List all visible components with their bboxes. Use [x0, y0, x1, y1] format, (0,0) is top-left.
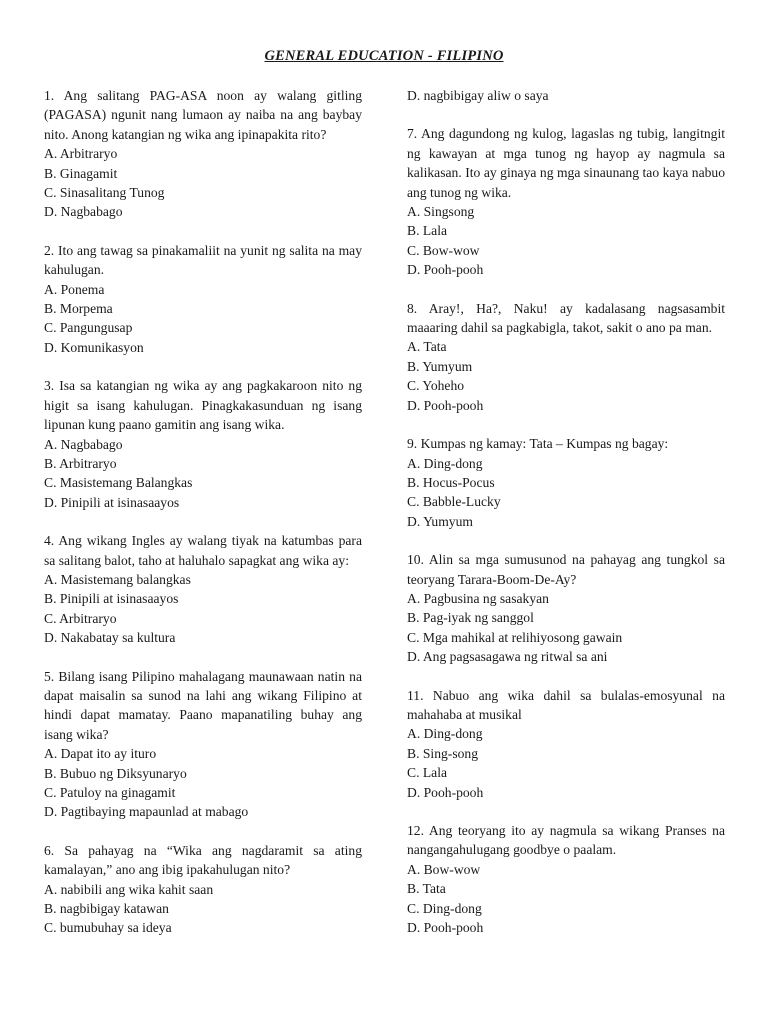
option-d: D. Nagbabago	[44, 204, 123, 220]
option-c: C. Ding-dong	[407, 900, 482, 916]
option-b: B. Bubuo ng Diksyunaryo	[44, 765, 187, 781]
question-10	[407, 550, 725, 666]
option-a: A. Nagbabago	[44, 436, 123, 452]
question-stem: 3. Isa sa katangian ng wika ay ang pagkakaroon nito ng higit sa isang kahulugan. Pinagkakasunduan ng isang lipunan kung paano gamitin ang isang wika.	[44, 378, 362, 433]
option-c: C. Sinasalitang Tunog	[44, 185, 165, 201]
page-title: GENERAL EDUCATION - FILIPINO	[264, 48, 504, 64]
question-8	[407, 299, 725, 415]
option-c: C. bumubuhay sa ideya	[44, 920, 172, 936]
option-b: B. nagbibigay katawan	[44, 901, 169, 917]
question-6-option-d: D. nagbibigay aliw o saya	[407, 88, 549, 103]
option-b: B. Ginagamit	[44, 165, 118, 181]
option-b: B. Tata	[407, 881, 446, 897]
option-d: D. Pinipili at isinasaayos	[44, 494, 180, 510]
question-12	[407, 821, 725, 937]
option-a: A. Tata	[407, 339, 447, 355]
option-d: D. Pagtibaying mapaunlad at mabago	[44, 804, 249, 820]
option-c: C. Lala	[407, 765, 448, 781]
question-9	[407, 434, 725, 531]
option-c: C. Mga mahikal at relihiyosong gawain	[407, 629, 623, 645]
option-b: B. Morpema	[44, 301, 113, 317]
question-3	[44, 376, 362, 512]
option-b: B. Pag-iyak ng sanggol	[407, 610, 534, 626]
question-2	[44, 241, 362, 357]
question-6	[44, 841, 362, 938]
option-c: C. Babble-Lucky	[407, 494, 501, 510]
question-stem: 2. Ito ang tawag sa pinakamaliit na yunit ng salita na may kahulugan.	[44, 242, 362, 278]
question-7	[407, 124, 725, 279]
option-b: B. Hocus-Pocus	[407, 474, 495, 490]
option-a: A. Pagbusina ng sasakyan	[407, 590, 549, 606]
question-stem: 5. Bilang isang Pilipino mahalagang maunawaan natin na dapat maisalin sa sunod na lahi ang wikang Filipino at hindi dapat mamatay. Paano mapanatiling buhay ang isang wika?	[44, 668, 362, 742]
option-b: B. Sing-song	[407, 745, 479, 761]
option-a: A. Dapat ito ay ituro	[44, 746, 157, 762]
option-c: C. Yoheho	[407, 378, 465, 394]
option-b: B. Arbitraryo	[44, 455, 117, 471]
left-column	[44, 86, 362, 957]
question-stem: 4. Ang wikang Ingles ay walang tiyak na katumbas para sa salitang balot, taho at haluhalo sapagkat ang wika ay:	[44, 533, 362, 568]
option-a: A. Masistemang balangkas	[44, 571, 191, 587]
option-d: D. Pooh-pooh	[407, 397, 484, 413]
option-a: A. Bow-wow	[407, 861, 481, 877]
question-stem: 11. Nabuo ang wika dahil sa bulalas-emosyunal na mahahaba at musikal	[407, 687, 725, 722]
option-b: B. Pinipili at isinasaayos	[44, 591, 179, 607]
option-d: D. Nakabatay sa kultura	[44, 630, 176, 646]
option-a: A. Arbitraryo	[44, 146, 118, 162]
question-stem: 9. Kumpas ng kamay: Tata – Kumpas ng bagay:	[407, 436, 669, 452]
option-d: D. Pooh-pooh	[407, 262, 484, 278]
option-a: A. Ding-dong	[407, 726, 483, 742]
question-4	[44, 531, 362, 647]
question-stem: 6. Sa pahayag na “Wika ang nagdaramit sa ating kamalayan,” ano ang ibig ipakahulugan nito?	[44, 842, 362, 878]
option-b: B. Lala	[407, 223, 448, 239]
question-stem: 8. Aray!, Ha?, Naku! ay kadalasang nagsasambit maaaring dahil sa pagkabigla, takot, sakit o ano pa man.	[407, 300, 725, 336]
option-a: A. Singsong	[407, 204, 475, 220]
option-a: A. Ding-dong	[407, 455, 483, 471]
option-d: D. Komunikasyon	[44, 339, 144, 355]
option-d: D. Pooh-pooh	[407, 920, 484, 936]
option-c: C. Patuloy na ginagamit	[44, 785, 176, 800]
question-stem: 12. Ang teoryang ito ay nagmula sa wikang Pranses na nangangahulugang goodbye o paalam.	[407, 823, 725, 858]
option-b: B. Yumyum	[407, 358, 473, 374]
option-a: A. nabibili ang wika kahit saan	[44, 881, 214, 897]
option-d: D. Ang pagsasagawa ng ritwal sa ani	[407, 649, 608, 665]
question-stem: 7. Ang dagundong ng kulog, lagaslas ng tubig, langitngit ng kawayan at mga tunog ng hayop ay nagmula sa kalikasan. Ito ay ginaya ng mga sinaunang tao kaya nabuo ang tunog ng wika.	[407, 126, 725, 200]
right-column	[407, 86, 725, 956]
option-c: C. Arbitraryo	[44, 610, 117, 626]
option-d: D. Yumyum	[407, 513, 473, 529]
option-d: D. Pooh-pooh	[407, 784, 484, 800]
question-11	[407, 686, 725, 802]
question-stem: 10. Alin sa mga sumusunod na pahayag ang tungkol sa teoryang Tarara-Boom-De-Ay?	[407, 552, 725, 587]
question-stem: 1. Ang salitang PAG-ASA noon ay walang gitling (PAGASA) ngunit nang lumaon ay naiba na ang baybay nito. Anong katangian ng wika ang ipinapakita rito?	[44, 88, 362, 142]
question-5	[44, 667, 362, 822]
option-c: C. Masistemang Balangkas	[44, 475, 193, 491]
option-c: C. Pangungusap	[44, 320, 133, 336]
option-c: C. Bow-wow	[407, 242, 480, 258]
question-1	[44, 86, 362, 222]
option-a: A. Ponema	[44, 281, 105, 297]
